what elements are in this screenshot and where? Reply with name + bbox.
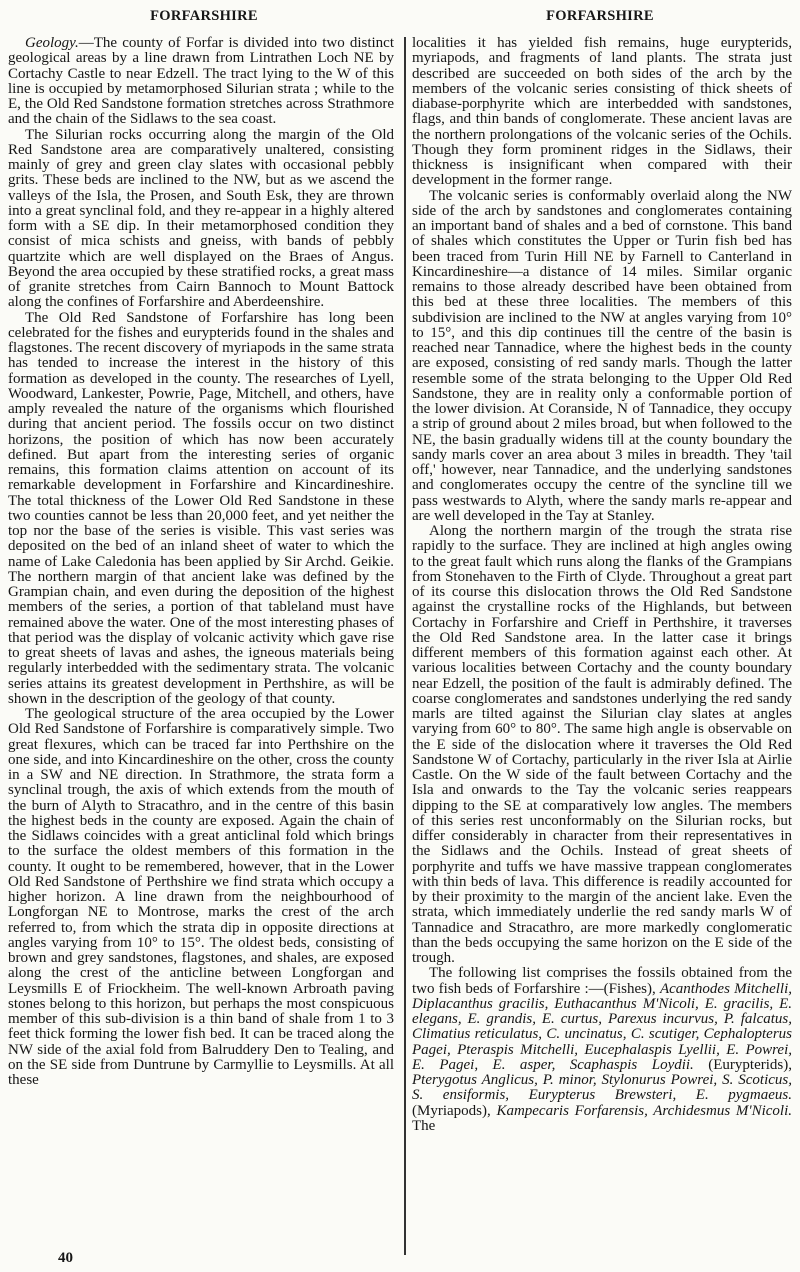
section-label-geology: Geology. bbox=[25, 35, 79, 51]
paragraph-silurian: The Silurian rocks occurring along the margin of the Old Red Sandstone area are comparatively unaltered, consisting mainly of grey and green clay slates with occasional pebbly grits. These beds are inclined to the NW, but as we ascend the valleys of the Isla, the Prosen, and South Esk, they are thrown into a great synclinal fold, and they re-appear in a highly altered form with a SE dip. In their metamorphosed condition they consist of mica schists and gneiss, with bands of pebbly quartzite which are well displayed on the Braes of Angus. Beyond the area occupied by these stratified rocks, a great mass of granite stretches from Cairn Bannoch to Mount Battock along the confines of Forfarshire and Aberdeenshire. bbox=[8, 126, 394, 311]
right-column bbox=[412, 36, 792, 1134]
paragraph-tail: The bbox=[412, 1117, 436, 1134]
paragraph-geology-intro bbox=[8, 36, 394, 128]
fossil-list-eurypterids: Pterygotus Anglicus, P. minor, Stylonurus Powrei, S. Scoticus, S. ensiformis, Eurypterus Brewsteri, E. pygmaeus. bbox=[412, 1072, 792, 1104]
paragraph-continued: localities it has yielded fish remains, huge eurypterids, myriapods, and fragments of land plants. The strata just described are succeeded on both sides of the arch by the members of the volcanic series consisting of thick sheets of diabase-porphyrite which are interbedded with sandstones, flags, and thin bands of conglomerate. These ancient lavas are the northern prolongations of the volcanic series of the Ochils. Though they form prominent ridges in the Sidlaws, their thickness is insignificant when compared with their development in the former range. bbox=[412, 35, 792, 189]
fossil-list-myriapods: Kampecaris Forfarensis, Archidesmus M'Nicoli. bbox=[496, 1102, 792, 1119]
left-column bbox=[8, 36, 394, 1088]
column-divider bbox=[404, 37, 406, 1255]
page-number: 40 bbox=[58, 1250, 73, 1266]
paragraph-structure: The geological structure of the area occupied by the Lower Old Red Sandstone of Forfarshire is comparatively simple. Two great flexures, which can be traced far into Perthshire on the one side, and into Kincardineshire on the other, cross the county in a SW and NE direction. In Strathmore, the strata form a synclinal trough, the axis of which extends from the mouth of the burn of Alyth to Stracathro, and in the centre of this basin the highest beds in the county are exposed. Again the chain of the Sidlaws coincides with a great anticlinal fold which brings to the surface the oldest members of this formation in the county. It ought to be remembered, however, that in the Lower Old Red Sandstone of Perthshire we find strata which occupy a higher horizon. A line drawn from the neighbourhood of Longforgan NE to Montrose, marks the crest of the arch referred to, from which the strata dip in opposite directions at angles varying from 10° to 15°. The oldest beds, consisting of brown and grey sandstones, flagstones, and shales, are exposed along the crest of the anticline between Longforgan and Leysmills E of Friockheim. The well-known Arbroath paving stones belong to this horizon, but perhaps the most conspicuous member of this sub-division is a thin band of shale from 1 to 3 feet thick forming the lower fish bed. It can be traced along the NW side of the axial fold from Balruddery Den to Tealing, and on the SE side from Duntrune by Carmyllie to Leysmills. At all these bbox=[8, 706, 394, 1088]
fossil-list-eurypterids-label: (Eurypterids), bbox=[693, 1056, 792, 1073]
paragraph-fossil-list bbox=[412, 966, 792, 1134]
running-header-left: FORFARSHIRE bbox=[150, 8, 258, 24]
running-header-right: FORFARSHIRE bbox=[546, 8, 654, 24]
paragraph-volcanic-series: The volcanic series is conformably overlaid along the NW side of the arch by sandstones and conglomerates containing an important band of shales and a bed of cornstone. This band of shales which constitutes the Upper or Turin fish bed has been traced from Turin Hill NE by Farnell to Canterland in Kincardineshire—a distance of 14 miles. Similar organic remains to those already described have been obtained from this bed at these three localities. The members of this subdivision are inclined to the NW at angles varying from 10° to 15°, and this dip continues till the centre of the basin is reached near Tannadice, where the highest beds in the county are exposed, consisting of red sandy marls. Though the latter resemble some of the strata belonging to the Upper Old Red Sandstone, they are in reality only a conformable portion of the lower division. At Coranside, N of Tannadice, they occupy a strip of ground about 2 miles broad, but when followed to the NE, the basin gradually widens till at the county boundary the sandy marls cover an area about 3 miles in breadth. They 'tail off,' however, near Tannadice, and the underlying sandstones and conglomerates occupy the centre of the syncline till we pass westwards to Alyth, where the sandy marls re-appear and are well developed in the Tay at Stanley. bbox=[412, 187, 792, 524]
fossil-list-myriapods-label: (Myriapods), bbox=[412, 1102, 497, 1119]
paragraph-text: —The county of Forfar is divided into two distinct geological areas by a line drawn from Lintrathen Loch NE by Cortachy Castle to near Edzell. The tract lying to the W of this line is occupied by metamorphosed Silurian strata ; while to the E, the Old Red Sandstone formation stretches across Strathmore and the chain of the Sidlaws to the sea coast. bbox=[8, 35, 394, 128]
paragraph-old-red-sandstone: The Old Red Sandstone of Forfarshire has long been celebrated for the fishes and eurypterids found in the shales and flagstones. The recent discovery of myriapods in the same strata has tended to increase the interest in the history of this formation as developed in the county. The researches of Lyell, Woodward, Lankester, Powrie, Page, Mitchell, and others, have amply revealed the nature of the organisms which flourished during that ancient period. The fossils occur on two distinct horizons, the position of which has now been accurately defined. But apart from the interesting series of organic remains, this formation claims attention on account of its remarkable development in Forfarshire and Kincardineshire. The total thickness of the Lower Old Red Sandstone in these two counties cannot be less than 20,000 feet, and yet neither the top nor the base of the series is visible. This vast series was deposited on the bed of an inland sheet of water to which the name of Lake Caledonia has been applied by Sir Archd. Geikie. The northern margin of that ancient lake was defined by the Grampian chain, and even during the deposition of the highest members of the series, a portion of that tableland must have remained above the water. One of the most interesting phases of that period was the display of volcanic activity which gave rise to great sheets of lavas and ashes, the igneous materials being regularly interbedded with the sedimentary strata. The volcanic series attains its greatest development in Perthshire, as will be shown in the description of the geology of that county. bbox=[8, 309, 394, 707]
paragraph-northern-margin: Along the northern margin of the trough the strata rise rapidly to the surface. They are inclined at high angles owing to the great fault which runs along the flanks of the Grampians from Stonehaven to the Firth of Clyde. Throughout a great part of its course this dislocation throws the Old Red Sandstone against the crystalline rocks of the Highlands, but between Cortachy in Forfarshire and Crieff in Perthshire, it traverses the Old Red Sandstone area. In the latter case it brings different members of this formation against each other. At various localities between Cortachy and the county boundary near Edzell, the position of the fault is admirably defined. The coarse conglomerates and sandstones underlying the red sandy marls are tilted against the Silurian clay slates at angles varying from 60° to 80°. The same high angle is observable on the E side of the dislocation where it traverses the Old Red Sandstone W of Cortachy, particularly in the river Isla at Airlie Castle. On the W side of the fault between Cortachy and the Isla and onwards to the Tay the volcanic series reappears dipping to the SE at comparatively low angles. The members of this series rest unconformably on the Silurian rocks, but differ considerably in character from their representatives in the Sidlaws and the Ochils. Instead of great sheets of porphyrite and tuffs we have massive trappean conglomerates with thin beds of lava. This difference is readily accounted for by their proximity to the margin of the ancient lake. Even the strata, which immediately underlie the red sandy marls W of Tannadice and Stracathro, are more markedly conglomeratic than the beds occupying the same horizon on the E side of the trough. bbox=[412, 523, 792, 966]
fossil-list-intro: The following list comprises the fossils obtained from the two fish beds of Forfarshire :—(Fishes), bbox=[412, 965, 792, 997]
fossil-list-fishes: Acanthodes Mitchelli, Diplacanthus gracilis, Euthacanthus M'Nicoli, E. gracilis, E. elegans, E. grandis, E. curtus, Parexus incurvus, P. falcatus, Climatius reticulatus, C. uncinatus, C. scutiger, Cephalopterus Pagei, Pteraspis Mitchelli, Eucephalaspis Lyellii, E. Powrei, E. Pagei, E. asper, Scaphaspis Loydii. bbox=[412, 980, 792, 1073]
